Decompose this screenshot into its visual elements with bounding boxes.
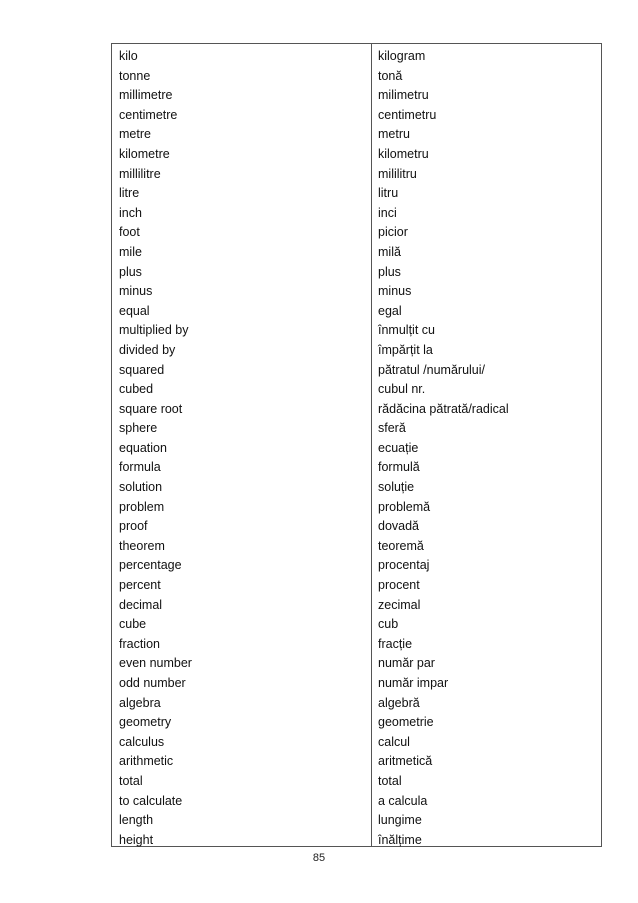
english-term: length [119, 813, 154, 828]
english-column [112, 44, 372, 846]
romanian-term: sferă [378, 421, 406, 436]
english-term: centimetre [119, 107, 178, 122]
english-term: inch [119, 205, 142, 220]
english-term: cubed [119, 382, 154, 397]
english-term: total [119, 773, 143, 788]
english-term: even number [119, 656, 192, 671]
romanian-term: egal [378, 303, 402, 318]
vocabulary-table [111, 43, 602, 847]
romanian-term: a calcula [378, 793, 428, 808]
romanian-column [372, 44, 601, 846]
english-term: kilometre [119, 146, 170, 161]
english-term: to calculate [119, 793, 183, 808]
english-term: tonne [119, 68, 151, 83]
romanian-term: teoremă [378, 538, 424, 553]
romanian-term: geometrie [378, 715, 434, 730]
romanian-term: cub [378, 617, 399, 632]
english-term: decimal [119, 597, 163, 612]
romanian-term: ecuație [378, 440, 419, 455]
english-term: solution [119, 480, 163, 495]
romanian-term: număr impar [378, 676, 449, 690]
english-term: odd number [119, 676, 186, 690]
english-term: squared [119, 362, 165, 377]
english-term: divided by [119, 342, 176, 357]
english-term: sphere [119, 421, 158, 436]
romanian-term: minus [378, 284, 412, 299]
romanian-term: pătratul /numărului/ [378, 362, 486, 377]
romanian-term: litru [378, 186, 399, 201]
romanian-term: aritmetică [378, 754, 433, 769]
romanian-term: algebră [378, 695, 420, 710]
romanian-term: problemă [378, 499, 431, 514]
romanian-term: procentaj [378, 558, 430, 573]
english-term: proof [119, 519, 148, 534]
romanian-term: calcul [378, 734, 410, 749]
romanian-term: lungime [378, 813, 422, 828]
romanian-term: procent [378, 578, 420, 593]
romanian-term: rădăcina pătrată/radical [378, 401, 509, 416]
english-term: mile [119, 244, 142, 259]
romanian-term: milă [378, 244, 401, 259]
english-term: arithmetic [119, 754, 174, 769]
romanian-term: metru [378, 127, 410, 142]
page-number: 85 [312, 852, 326, 864]
english-term: equation [119, 440, 167, 455]
romanian-term-list [372, 47, 601, 850]
english-term: algebra [119, 695, 161, 710]
romanian-term: centimetru [378, 107, 437, 122]
english-term: square root [119, 401, 183, 416]
english-term-list [112, 47, 371, 850]
romanian-term: formulă [378, 460, 420, 475]
english-term: millilitre [119, 166, 161, 181]
english-term: percent [119, 578, 161, 593]
english-term: theorem [119, 538, 165, 553]
english-term: geometry [119, 715, 172, 730]
romanian-term: total [378, 773, 402, 788]
english-term: formula [119, 460, 161, 475]
romanian-term: milimetru [378, 88, 429, 103]
romanian-term: împărțit la [378, 342, 433, 357]
romanian-term: plus [378, 264, 401, 279]
english-term: fraction [119, 636, 160, 651]
english-term: millimetre [119, 88, 173, 103]
english-term: litre [119, 186, 140, 201]
english-term: foot [119, 225, 140, 240]
romanian-term: tonă [378, 68, 403, 83]
romanian-term: zecimal [378, 597, 421, 612]
english-term: calculus [119, 734, 165, 749]
english-term: metre [119, 127, 151, 142]
romanian-term: inci [378, 205, 397, 220]
romanian-term: înmulțit cu [378, 323, 435, 338]
romanian-term: picior [378, 225, 408, 240]
romanian-term: kilometru [378, 146, 429, 161]
english-term: cube [119, 617, 147, 632]
romanian-term: kilogram [378, 49, 426, 63]
romanian-term: cubul nr. [378, 382, 426, 397]
english-term: equal [119, 303, 150, 318]
romanian-term: soluție [378, 480, 415, 495]
english-term: multiplied by [119, 323, 189, 338]
romanian-term: înălțime [378, 832, 422, 847]
english-term: percentage [119, 558, 182, 573]
romanian-term: mililitru [378, 166, 417, 181]
english-term: problem [119, 499, 165, 514]
english-term: kilo [119, 49, 138, 63]
romanian-term: număr par [378, 656, 435, 671]
english-term: plus [119, 264, 142, 279]
romanian-term: dovadă [378, 519, 420, 534]
romanian-term: fracție [378, 636, 413, 651]
english-term: height [119, 832, 154, 847]
english-term: minus [119, 284, 153, 299]
